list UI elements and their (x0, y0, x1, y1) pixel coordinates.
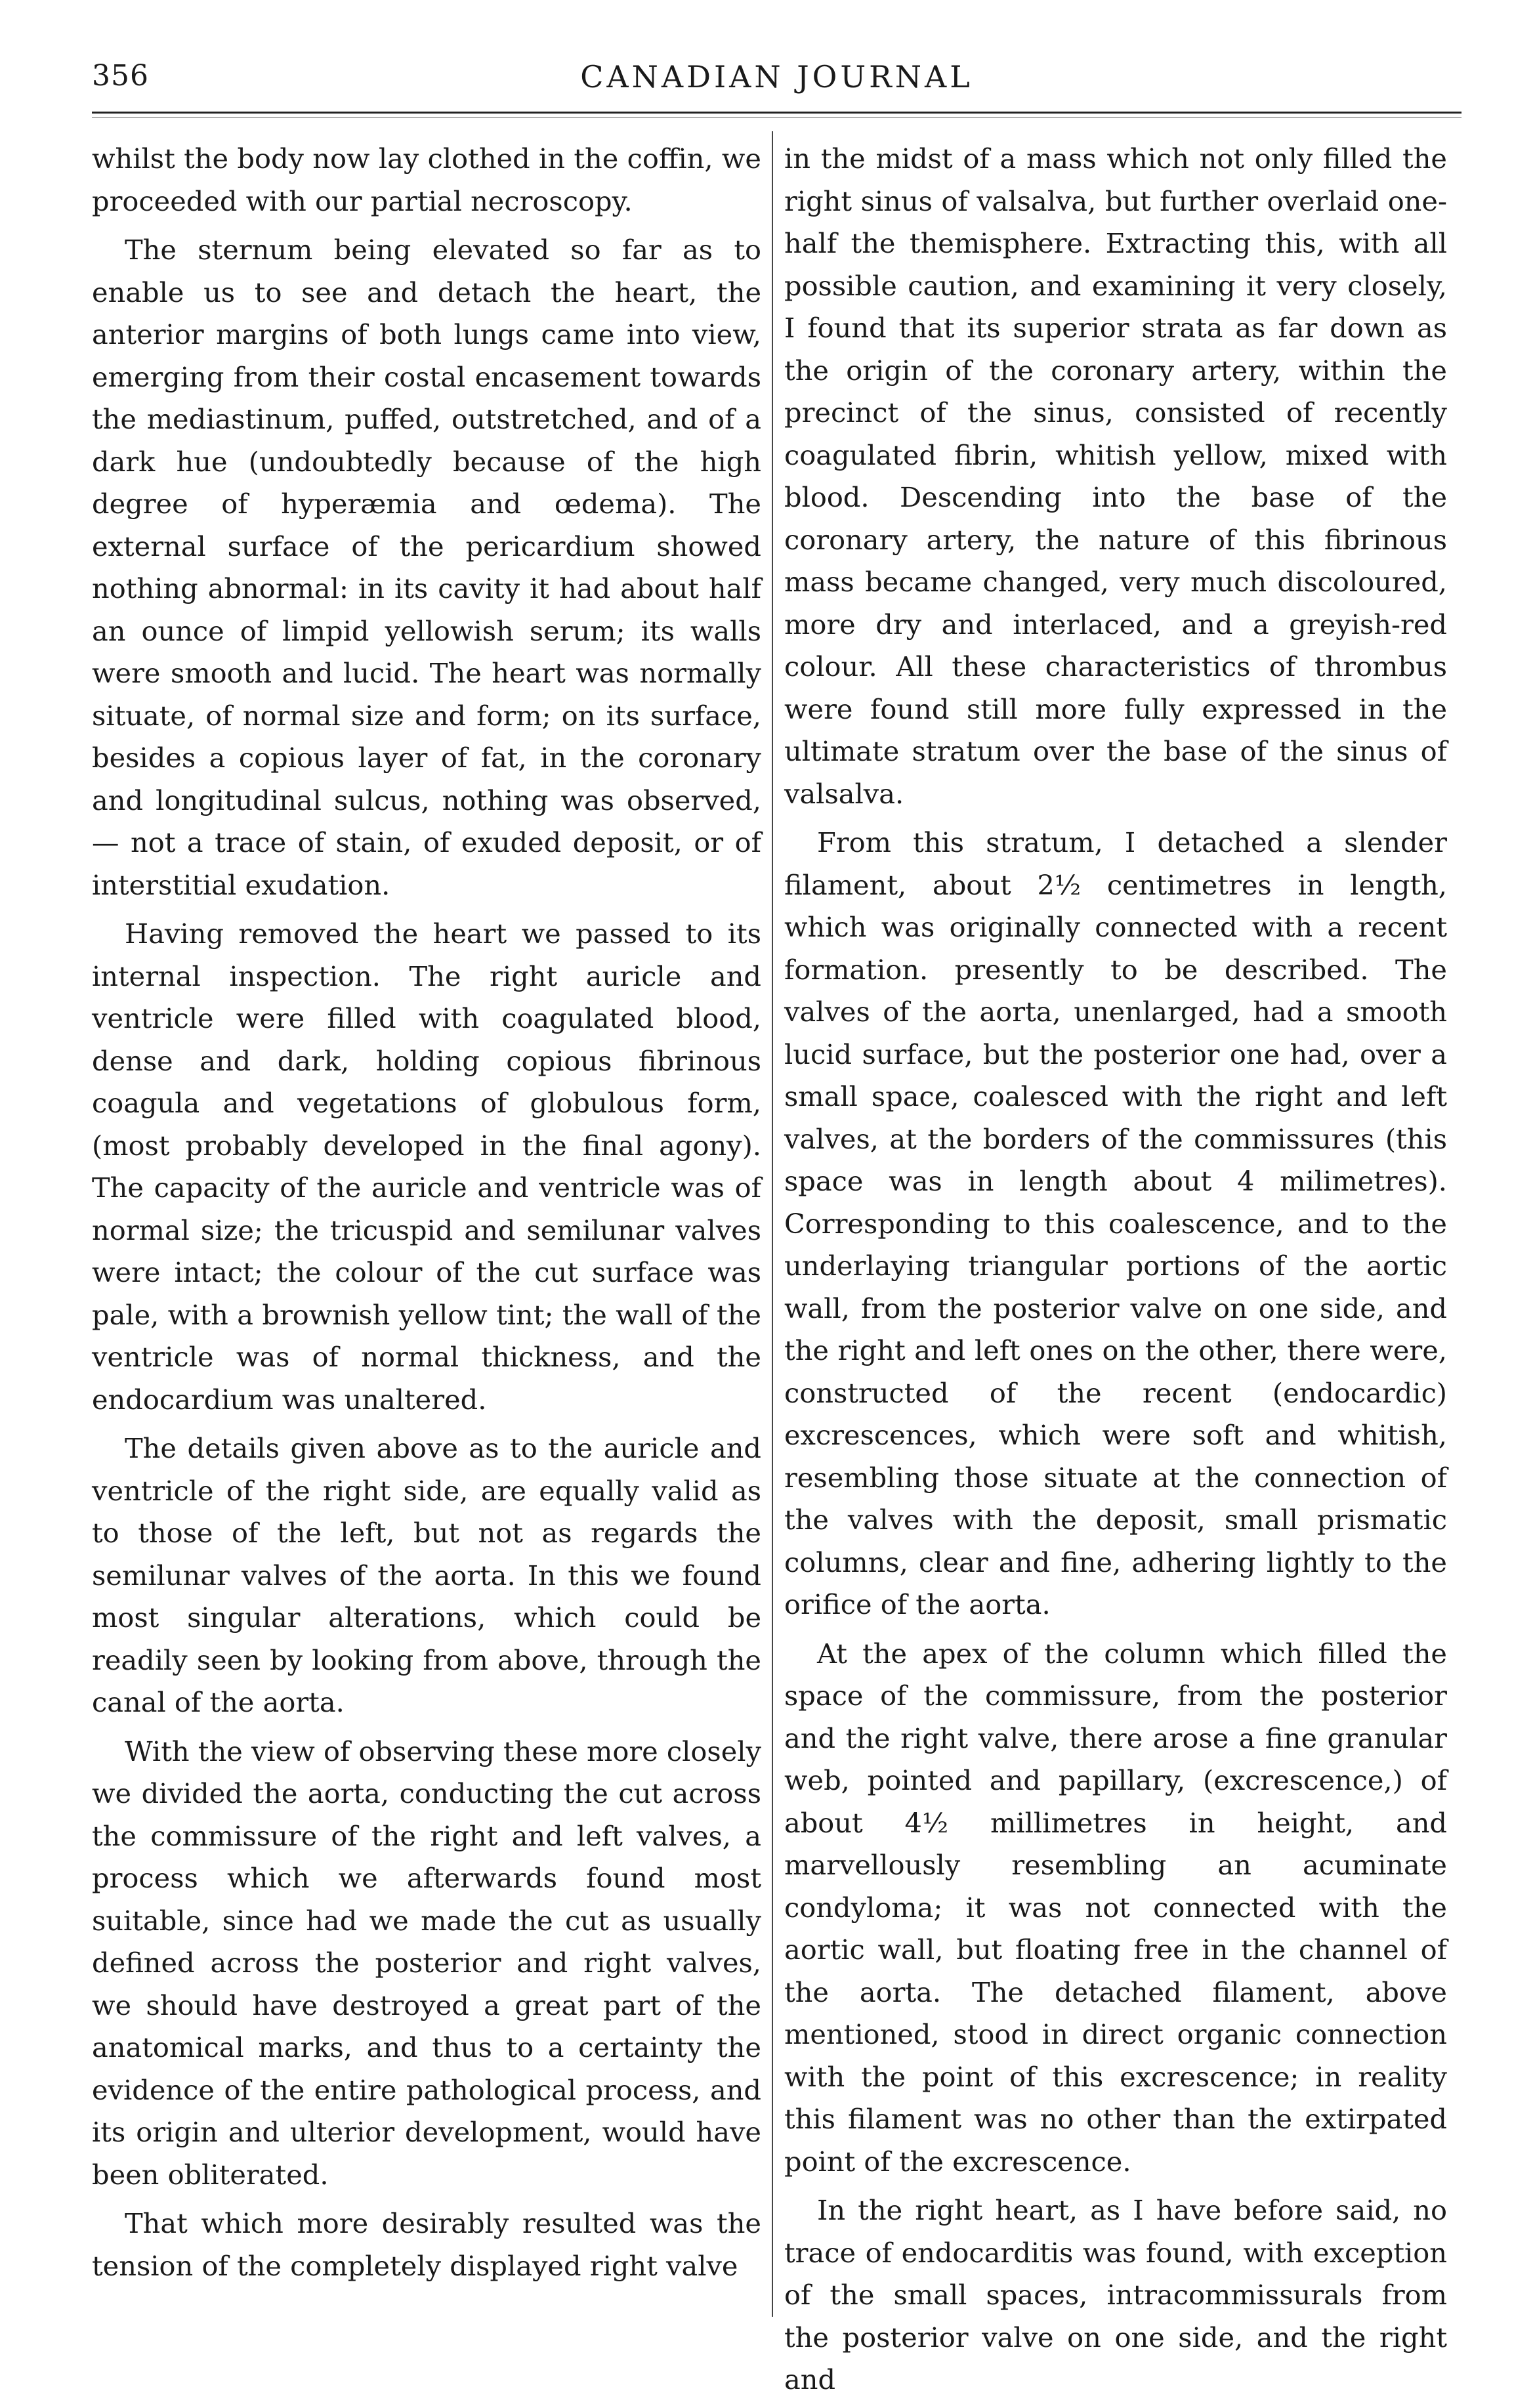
left-column (92, 138, 761, 2294)
column-divider (772, 131, 773, 2317)
left-paragraph-2: The sternum being elevated so far as to enable us to see and detach the heart, the anterior margins of both lungs came into view, emerging from their costal encasement towards the mediastinum, puffed, outstretched, and of a dark hue (undoubtedly because of the high degree of hyperæmia and œdema). The external surface of the pericardium showed nothing abnormal: in its cavity it had about half an ounce of limpid yellowish serum; its walls were smooth and lucid. The heart was normally situate, of normal size and form; on its surface, besides a copious layer of fat, in the coronary and longitudinal sulcus, nothing was observed,— not a trace of stain, of exuded deposit, or of interstitial exudation. (92, 234, 761, 901)
left-paragraph-5: With the view of observing these more closely we divided the aorta, conducting the cut across the commissure of the right and left valves, a process which we afterwards found most suitable, since had we made the cut as usually defined across the posterior and right valves, we should have destroyed a great part of the anatomical marks, and thus to a certainty the evidence of the entire pathological process, and its origin and ulterior development, would have been obliterated. (92, 1735, 761, 2191)
right-paragraph-4: In the right heart, as I have before said, no trace of endocarditis was found, with exception of the small spaces, intracommissurals from the posterior valve on one side, and the right and (784, 2194, 1447, 2396)
left-paragraph-6: That which more desirably resulted was the tension of the completely displayed right valve (92, 2207, 761, 2282)
left-paragraph-1: whilst the body now lay clothed in the coffin, we proceeded with our partial necroscopy. (92, 142, 761, 217)
right-paragraph-2: From this stratum, I detached a slender filament, about 2½ centimetres in length, which was originally connected with a recent formation. presently to be described. The valves of the aorta, unenlarged, had a smooth lucid surface, but the posterior one had, over a small space, coalesced with the right and left valves, at the borders of the commissures (this space was in length about 4 milimetres). Corresponding to this coalescence, and to the underlaying triangular portions of the aortic wall, from the posterior valve on one side, and the right and left ones on the other, there were, constructed of the recent (endocardic) excrescences, which were soft and whitish, resembling those situate at the connection of the valves with the deposit, small prismatic columns, clear and fine, adhering lightly to the orifice of the aorta. (784, 826, 1447, 1620)
right-paragraph-1: in the midst of a mass which not only filled the right sinus of valsalva, but further overlaid one-half the themisphere. Extracting this, with all possible caution, and examining it very closely, I found that its superior strata as far down as the origin of the coronary artery, within the precinct of the sinus, consisted of recently coagulated fibrin, whitish yellow, mixed with blood. Descending into the base of the coronary artery, the nature of this fibrinous mass became changed, very much discoloured, more dry and interlaced, and a greyish-red colour. All these characteristics of thrombus were found still more fully expressed in the ultimate stratum over the base of the sinus of valsalva. (784, 142, 1447, 810)
left-paragraph-3: Having removed the heart we passed to its internal inspection. The right auricle and ventricle were filled with coagulated blood, dense and dark, holding copious fibrinous coagula and vegetations of globulous form, (most probably developed in the final agony). The capacity of the auricle and ventricle was of normal size; the tricuspid and semilunar valves were intact; the colour of the cut surface was pale, with a brownish yellow tint; the wall of the ventricle was of normal thickness, and the endocardium was unaltered. (92, 918, 761, 1416)
left-paragraph-4: The details given above as to the auricle and ventricle of the right side, are equally valid as to those of the left, but not as regards the semilunar valves of the aorta. In this we found most singular alterations, which could be readily seen by looking from above, through the canal of the aorta. (92, 1432, 761, 1718)
right-column (784, 138, 1447, 2408)
running-head (92, 59, 1461, 105)
journal-title: CANADIAN JOURNAL (580, 59, 973, 95)
header-rule (92, 112, 1461, 114)
page-number: 356 (92, 59, 149, 93)
right-paragraph-3: At the apex of the column which filled the space of the commissure, from the posterior and the right valve, there arose a fine granular web, pointed and papillary, (excrescence,) of about 4½ millimetres in height, and marvellously resembling an acuminate condyloma; it was not connected with the aortic wall, but floating free in the channel of the aorta. The detached filament, above mentioned, stood in direct organic connection with the point of this excrescence; in reality this filament was no other than the extirpated point of the excrescence. (784, 1637, 1447, 2178)
